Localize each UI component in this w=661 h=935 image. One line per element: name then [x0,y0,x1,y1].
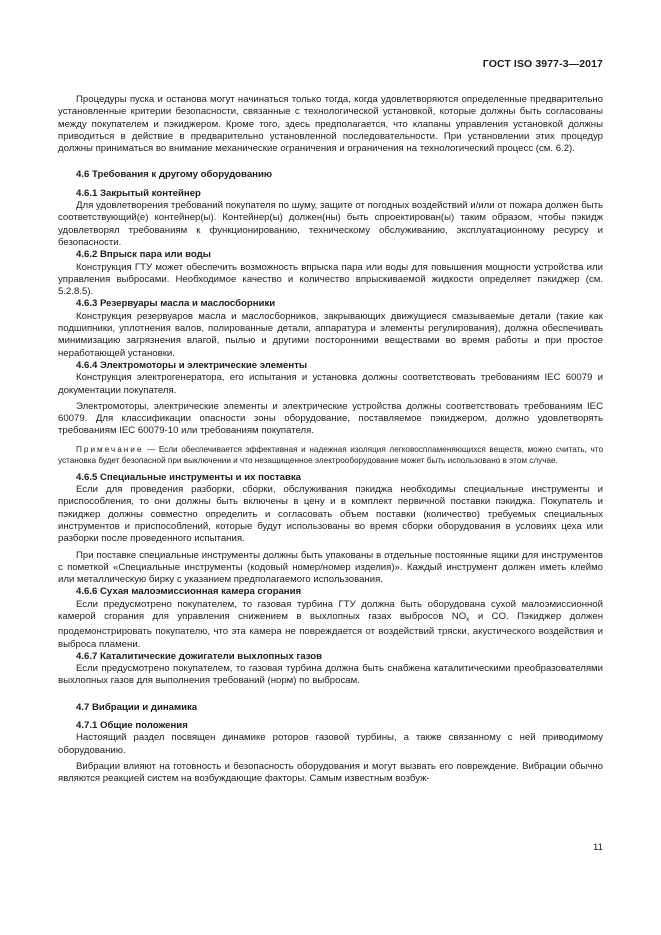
section-4-6-5-text-2: При поставке специальные инструменты должны быть упакованы в отдельные постоянные ящики для инструментов с пометкой «Специальные инструменты (кодовый номер/номер изделия)». Каждый инструмент должен иметь клеймо или металлическую бирку с указанием предполагаемого использования. [58,549,603,586]
section-4-6-1-text: Для удовлетворения требований покупателя по шуму, защите от погодных воздействий и/или от пожара должен быть соответствующий(е) контейнер(ы). Контейнер(ы) должен(ны) быть спроектирован(ы) таким образом, чтобы пэкидж удовлетворял требованиям к функционированию, техническому обслуживанию, эксплуатационному ресурсу и безопасности. [58,200,603,248]
section-4-6-7-heading: 4.6.7 Каталитические дожигатели выхлопных газов [76,650,323,662]
note-paragraph [58,444,603,466]
section-4-6-7-text: Если предусмотрено покупателем, то газовая турбина должна быть снабжена каталитическими преобразователями выхлопных газов для выполнения требований (норм) по выбросам. [58,663,603,687]
section-4-6-6-text [58,599,603,651]
section-4-7-1-text-2: Вибрации влияют на готовность и безопасность оборудования и могут вызвать его повреждение. Вибрации обычно являются реакцией систем на возбуждающие факторы. Самым известным возбуж- [58,760,603,785]
note-label: Примечание [76,444,144,454]
section-4-7-heading: 4.7 Вибрации и динамика [76,701,198,713]
section-4-6-4-text-2: Электромоторы, электрические элементы и электрические устройства должны соответствовать требованиям IEC 60079. Для классификации опасности зоны оборудование, поставляемое пэкиджером, должно удовлетворять требованиям IEC 60079-10 или требованиям покупателя. [58,400,603,437]
section-4-6-4-text-1: Конструкция электрогенератора, его испытания и установка должны соответствовать требованиям IEC 60079 и документации покупателя. [58,372,603,396]
section-4-6-2-text: Конструкция ГТУ может обеспечить возможность впрыска пара или воды для повышения мощности устройства или управления выбросами. Необходимое качество и количество впрыскиваемой жидкости определяет пэкиджер (см. 5.2.8.5). [58,261,603,298]
note-block [58,444,603,466]
section-4-6-3-heading: 4.6.3 Резервуары масла и маслосборники [76,298,276,310]
section-4-6-4-heading: 4.6.4 Электромоторы и электрические элементы [76,359,308,371]
section-4-6-1-heading: 4.6.1 Закрытый контейнер [76,187,201,199]
note-text: — Если обеспечивается эффективная и надежная изоляция легковоспламеняющихся веществ, можно считать, что установка будет безопасной при выключении и что незащищенное электрооборудование может быть использовано в этом случае. [58,444,603,465]
section-4-6-5-text-1: Если для проведения разборки, сборки, обслуживания пэкиджа необходимы специальные инструменты и приспособления, то они должны быть включены в цену и в комплект первичной поставки пэкиджа. Покупатель и пэкиджер должны совместно определить и согласовать объем поставки (количество) требуемых специальных инструментов и приспособлений, которые будут использованы во время сборки оборудования в условиях цеха или разборки после проведенного испытания. [58,484,603,545]
nox-subscript: x [466,615,470,623]
intro-paragraph: Процедуры пуска и останова могут начинаться только тогда, когда удовлетворяются определенные предварительно установленные критерии безопасности, связанные с технологической установкой, которые должны быть согласованы между покупателем и пэкиджером. Кроме того, здесь предполагается, что клапаны управления установкой должны приводиться в действие в предварительно установленной последовательности. При установлении этих процедур должны приниматься во внимание механические ограничения и ограничения на технологический процесс (см. 6.2). [58,94,603,155]
section-4-6-5-heading: 4.6.5 Специальные инструменты и их поставка [76,471,302,483]
section-4-6-6-text-b: и CO. Пэкиджер должен продемонстрировать покупателю, что эта камера не повреждается от воздействий тряски, акустического воздействия и выброса пламени. [58,610,604,650]
section-4-6-6-heading: 4.6.6 Сухая малоэмиссионная камера сгорания [76,586,302,598]
section-4-6-6-text-a: Если предусмотрено покупателем, то газовая турбина ГТУ должна быть оборудована сухой малоэмиссионной камерой сгорания для управления снижением в выхлопных газах выбросов NO [58,598,603,622]
page-number: 11 [593,842,603,853]
document-id-header: ГОСТ ISO 3977-3—2017 [482,58,603,70]
section-4-7-1-text-1: Настоящий раздел посвящен динамике роторов газовой турбины, а также связанному с ней приводимому оборудованию. [58,732,603,756]
section-4-7-1-heading: 4.7.1 Общие положения [76,720,188,732]
page-content [58,94,603,786]
section-4-6-3-text: Конструкция резервуаров масла и маслосборников, закрывающих движущиеся смазываемые детали (такие как подшипники, уплотнения валов, полированные детали, аппаратура и элементы регулирования), должна обеспечивать минимизацию загрязнения влагой, пылью и другими посторонними веществами во время работы и при простое неработающей установки. [58,310,603,359]
section-4-6-2-heading: 4.6.2 Впрыск пара или воды [76,249,211,261]
section-4-6-heading: 4.6 Требования к другому оборудованию [76,169,273,181]
